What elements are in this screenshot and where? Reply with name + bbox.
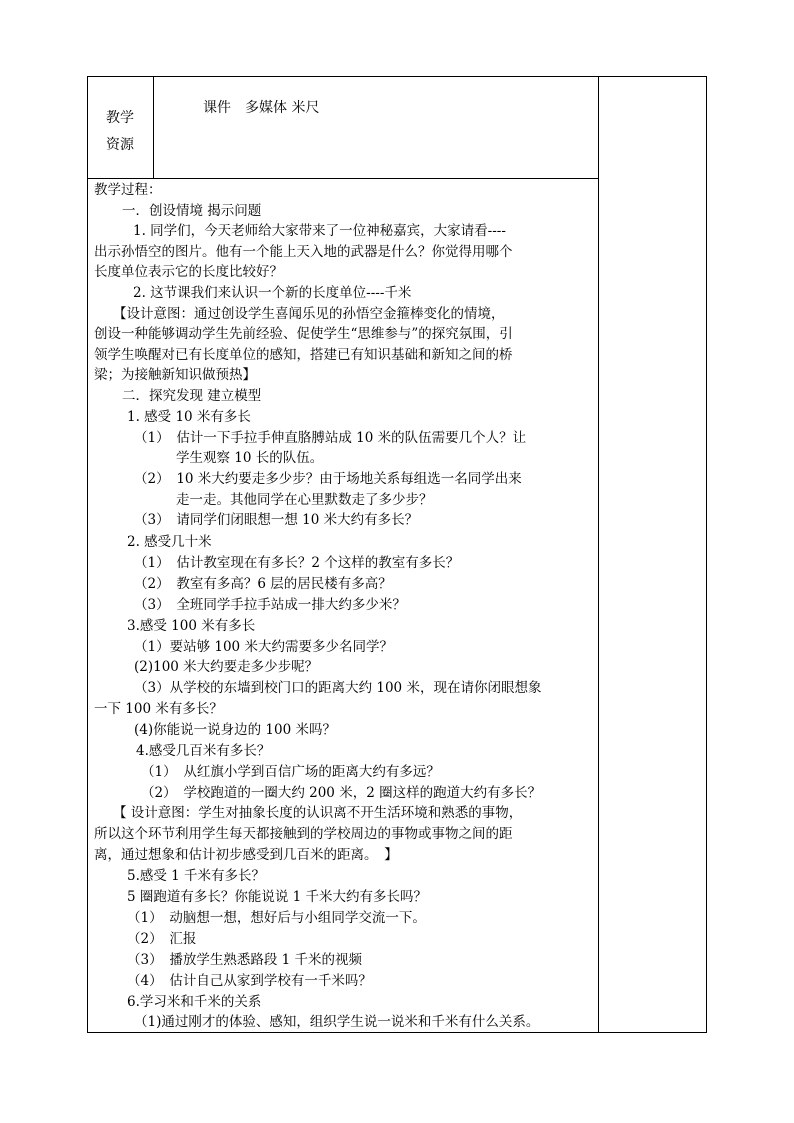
body-line: 走一走。其他同学在心里默数走了多少步？ [176,492,433,508]
resource-content: 课件 多媒体 米尺 [203,100,320,116]
body-line: 离，通过想象和估计初步感受到几百米的距离。 】 [94,847,398,863]
body-line: （2） 学校跑道的一圈大约 200 米，2 圈这样的跑道大约有多长？ [141,785,542,801]
body-line: (2)100 米大约要走多少步呢？ [134,659,319,675]
body-line: 长度单位表示它的长度比较好？ [94,264,283,280]
body-line: （2） 汇报 [127,931,197,947]
body-line: 所以这个环节利用学生每天都接触到的学校周边的事物或事物之间的距 [94,826,513,842]
body-line: （2） 10 米大约要走多少步？由于场地关系每组选一名同学出来 [134,471,522,487]
body-line: 5 圈跑道有多长？你能说说 1 千米大约有多长吗？ [127,889,428,905]
body-line: 5.感受 1 千米有多长？ [127,868,266,884]
body-line: （3） 请同学们闭眼想一想 10 米大约有多长？ [134,512,419,528]
body-line: （1） 估计教室现在有多长？2 个这样的教室有多长？ [134,555,460,571]
body-line: 创设一种能够调动学生先前经验、促使学生“思维参与”的探究氛围，引 [94,326,513,342]
label-column-divider [153,76,154,178]
body-line: （1）要站够 100 米大约需要多少名同学？ [134,639,393,655]
body-line: 二．探究发现 建立模型 [122,388,262,404]
body-line: 3.感受 100 米有多长 [127,618,256,634]
body-line: 4.感受几百米有多长？ [136,743,271,759]
body-line: 一下 100 米有多长？ [94,701,223,717]
body-line: （1） 动脑想一想，想好后与小组同学交流一下。 [127,910,426,926]
body-line: 2. 这节课我们来认识一个新的长度单位----千米 [133,285,412,301]
body-line: 1. 同学们，今天老师给大家带来了一位神秘嘉宾，大家请看---- [133,223,506,239]
header-row-divider [87,178,599,179]
body-line: 梁；为接触新知识做预热】 [94,367,256,383]
body-line: （3）从学校的东墙到校门口的距离大约 100 米，现在请你闭眼想象 [134,680,542,696]
body-line: (4)你能说一说身边的 100 米吗？ [134,722,336,738]
body-line: 领学生唤醒对已有长度单位的感知，搭建已有知识基础和新知之间的桥 [94,347,513,363]
body-line: （1） 估计一下手拉手伸直胳膊站成 10 米的队伍需要几个人？让 [134,430,527,446]
resource-label-line2: 资源 [106,137,134,153]
right-column-divider [598,76,599,1033]
body-line: 一．创设情境 揭示问题 [122,203,262,219]
body-line: 【 设计意图：学生对抽象长度的认识离不开生活环境和熟悉的事物， [113,805,523,821]
body-line: （1)通过刚才的体验、感知，组织学生说一说米和千米有什么关系。 [134,1014,540,1030]
body-line: 学生观察 10 长的队伍。 [176,450,324,466]
body-line: （1） 从红旗小学到百信广场的距离大约有多远？ [141,764,440,780]
body-line: （4） 估计自己从家到学校有一千米吗？ [127,973,372,989]
body-line: 6.学习米和千米的关系 [127,994,262,1010]
body-line: 出示孙悟空的图片。他有一个能上天入地的武器是什么？你觉得用哪个 [94,244,513,260]
body-line: 1. 感受 10 米有多长 [127,409,251,425]
body-line: （3） 播放学生熟悉路段 1 千米的视频 [127,952,363,968]
body-line: （3） 全班同学手拉手站成一排大约多少米？ [134,597,406,613]
body-line: 教学过程： [94,182,162,198]
body-line: 【设计意图：通过创设学生喜闻乐见的孙悟空金箍棒变化的情境， [113,306,505,322]
resource-label-line1: 教学 [106,110,134,126]
body-line: 2. 感受几十米 [127,534,212,550]
body-line: （2） 教室有多高？6 层的居民楼有多高？ [134,576,392,592]
